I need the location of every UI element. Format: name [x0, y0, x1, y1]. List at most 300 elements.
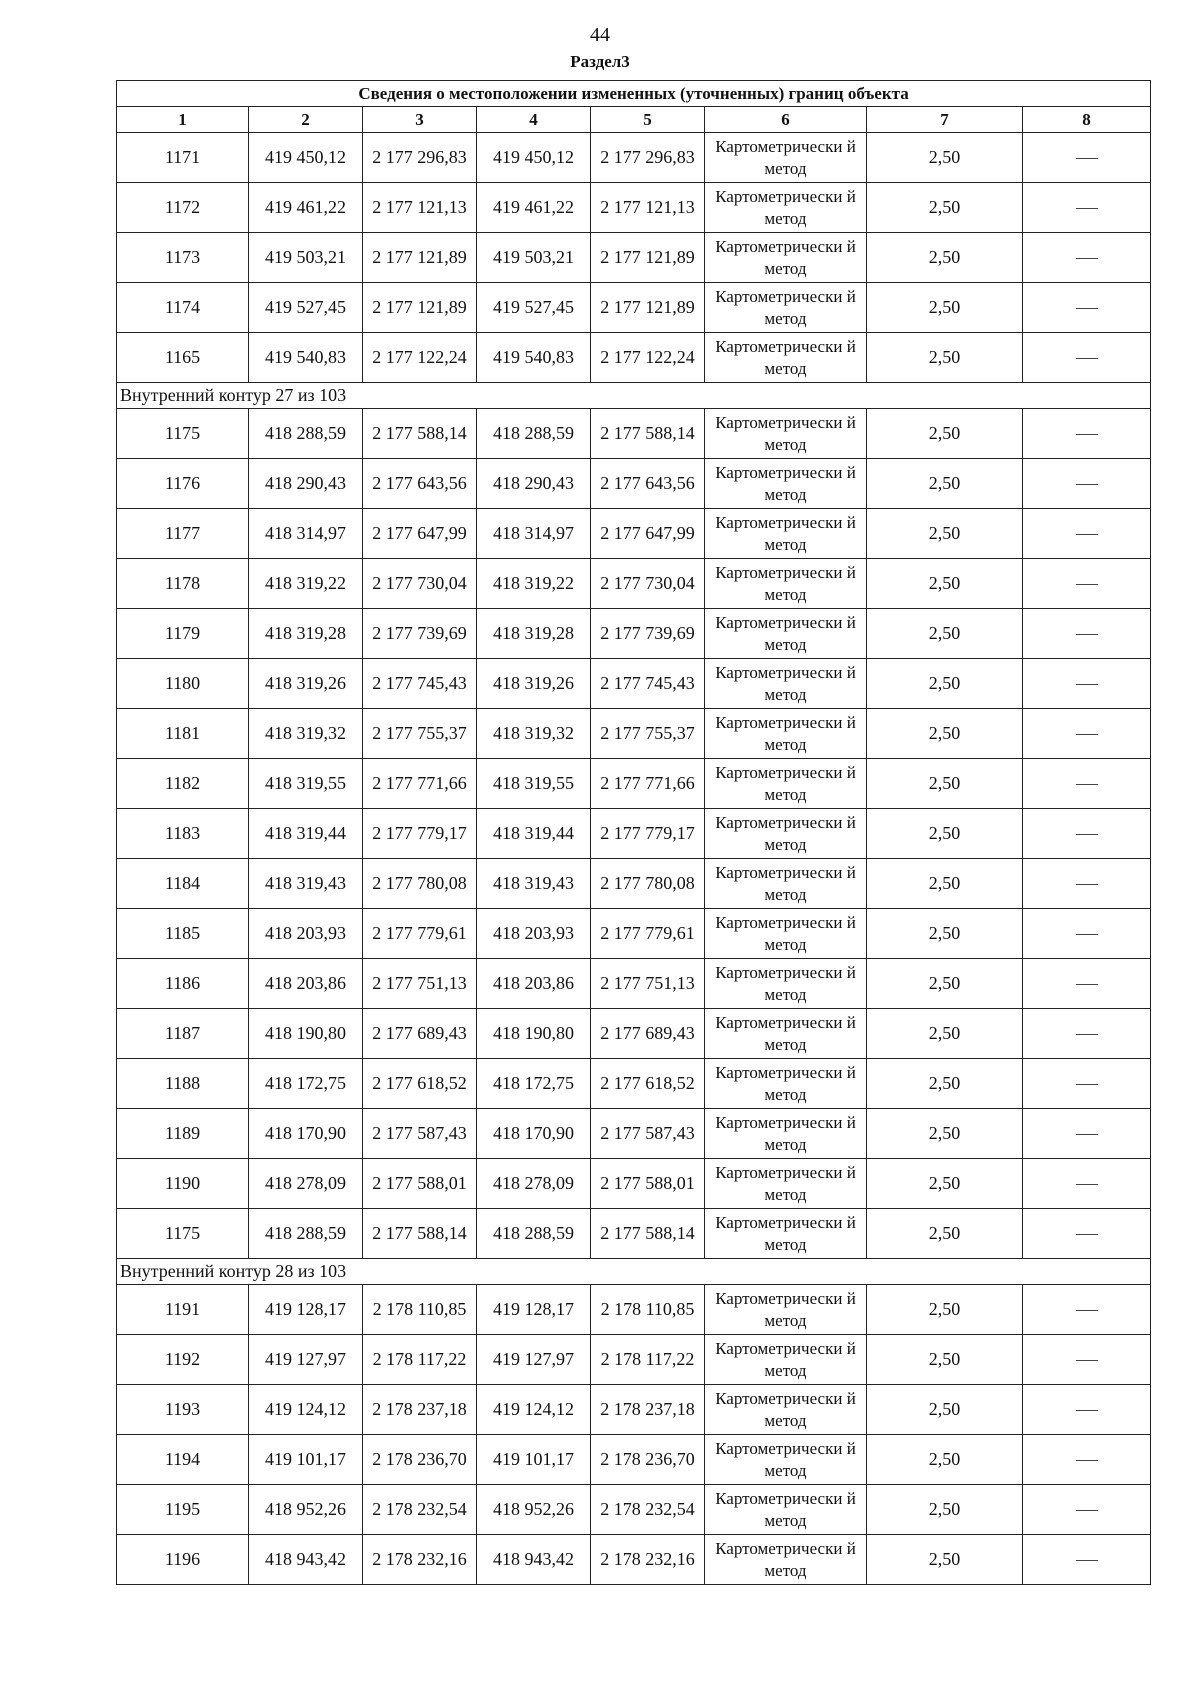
table-cell: 2 177 739,69: [591, 609, 705, 659]
dash-mark: [1076, 208, 1098, 209]
table-row: [117, 909, 1151, 959]
table-cell: 1174: [117, 283, 249, 333]
table-cell: 419 124,12: [477, 1385, 591, 1435]
method-text: Картометрически й метод: [715, 412, 856, 454]
table-cell: 418 952,26: [249, 1485, 363, 1535]
table-cell: 2 178 232,16: [591, 1535, 705, 1585]
table-row: [117, 1485, 1151, 1535]
table-cell: [705, 1335, 867, 1385]
table-cell: 1176: [117, 459, 249, 509]
table-cell: [705, 283, 867, 333]
table-cell: [705, 1435, 867, 1485]
column-header: 8: [1023, 107, 1151, 133]
table-cell: 419 450,12: [477, 133, 591, 183]
table-cell: [705, 1159, 867, 1209]
table-cell: [1023, 1385, 1151, 1435]
table-row: [117, 1285, 1151, 1335]
dash-mark: [1076, 484, 1098, 485]
table-cell: 419 127,97: [477, 1335, 591, 1385]
table-cell: 2,50: [867, 1159, 1023, 1209]
dash-mark: [1076, 734, 1098, 735]
table-cell: [1023, 409, 1151, 459]
dash-mark: [1076, 984, 1098, 985]
dash-mark: [1076, 1134, 1098, 1135]
table-cell: [1023, 809, 1151, 859]
table-cell: [1023, 1159, 1151, 1209]
table-cell: [1023, 759, 1151, 809]
dash-mark: [1076, 584, 1098, 585]
table-cell: 1191: [117, 1285, 249, 1335]
column-header: 6: [705, 107, 867, 133]
dash-mark: [1076, 358, 1098, 359]
table-cell: 2,50: [867, 283, 1023, 333]
column-header: 3: [363, 107, 477, 133]
table-cell: 418 278,09: [249, 1159, 363, 1209]
table-row: [117, 659, 1151, 709]
table-cell: 2 177 730,04: [591, 559, 705, 609]
table-cell: 1196: [117, 1535, 249, 1585]
table-cell: [705, 659, 867, 709]
method-text: Картометрически й метод: [715, 1388, 856, 1430]
dash-mark: [1076, 1310, 1098, 1311]
table-cell: 2 178 236,70: [591, 1435, 705, 1485]
table-cell: 418 170,90: [249, 1109, 363, 1159]
dash-mark: [1076, 1460, 1098, 1461]
table-cell: 1195: [117, 1485, 249, 1535]
table-cell: 2 177 689,43: [363, 1009, 477, 1059]
table-cell: 2 177 122,24: [363, 333, 477, 383]
method-text: Картометрически й метод: [715, 1062, 856, 1104]
table-cell: [1023, 559, 1151, 609]
table-cell: 418 319,32: [249, 709, 363, 759]
table-cell: [1023, 233, 1151, 283]
table-cell: 2,50: [867, 859, 1023, 909]
table-cell: 2 177 588,01: [363, 1159, 477, 1209]
table-cell: 418 319,55: [477, 759, 591, 809]
dash-mark: [1076, 1510, 1098, 1511]
table-cell: 418 319,55: [249, 759, 363, 809]
table-row: [117, 1435, 1151, 1485]
table-cell: 2 177 121,89: [363, 233, 477, 283]
table-cell: 2 177 647,99: [591, 509, 705, 559]
table-cell: 2 177 588,14: [363, 1209, 477, 1259]
table-cell: [1023, 959, 1151, 1009]
dash-mark: [1076, 784, 1098, 785]
table-row: [117, 1335, 1151, 1385]
table-cell: 418 172,75: [249, 1059, 363, 1109]
table-cell: [1023, 859, 1151, 909]
table-cell: 2,50: [867, 559, 1023, 609]
method-text: Картометрически й метод: [715, 1212, 856, 1254]
table-cell: 418 314,97: [477, 509, 591, 559]
table-cell: 2,50: [867, 183, 1023, 233]
table-cell: [705, 709, 867, 759]
table-cell: 2,50: [867, 1109, 1023, 1159]
table-cell: 1165: [117, 333, 249, 383]
table-cell: 2,50: [867, 609, 1023, 659]
table-cell: 2 177 755,37: [591, 709, 705, 759]
table-cell: 419 128,17: [477, 1285, 591, 1335]
table-cell: 2,50: [867, 1059, 1023, 1109]
table-cell: 1185: [117, 909, 249, 959]
dash-mark: [1076, 1410, 1098, 1411]
dash-mark: [1076, 884, 1098, 885]
table-cell: 419 101,17: [477, 1435, 591, 1485]
table-cell: 418 190,80: [477, 1009, 591, 1059]
table-cell: 418 314,97: [249, 509, 363, 559]
dash-mark: [1076, 1360, 1098, 1361]
contour-label: Внутренний контур 27 из 103: [117, 383, 1151, 409]
table-cell: 2 177 647,99: [363, 509, 477, 559]
table-cell: 2 177 771,66: [363, 759, 477, 809]
table-row: [117, 1535, 1151, 1585]
table-cell: 2 177 588,14: [591, 1209, 705, 1259]
table-cell: 418 172,75: [477, 1059, 591, 1109]
table-cell: 2,50: [867, 1285, 1023, 1335]
table-cell: 2 177 121,89: [591, 283, 705, 333]
table-cell: [705, 409, 867, 459]
table-cell: 2 177 296,83: [591, 133, 705, 183]
table-cell: [705, 809, 867, 859]
table-cell: 2 177 689,43: [591, 1009, 705, 1059]
table-cell: 2,50: [867, 1535, 1023, 1585]
table-cell: 1181: [117, 709, 249, 759]
table-cell: 1173: [117, 233, 249, 283]
table-cell: 419 527,45: [477, 283, 591, 333]
table-cell: 418 319,43: [477, 859, 591, 909]
table-cell: [705, 1009, 867, 1059]
table-cell: 2,50: [867, 709, 1023, 759]
table-cell: 418 203,86: [477, 959, 591, 1009]
table-cell: 2 178 110,85: [591, 1285, 705, 1335]
dash-mark: [1076, 834, 1098, 835]
column-header: 2: [249, 107, 363, 133]
table-cell: 418 319,28: [477, 609, 591, 659]
table-cell: 419 101,17: [249, 1435, 363, 1485]
table-cell: 2 178 236,70: [363, 1435, 477, 1485]
table-row: [117, 283, 1151, 333]
table-cell: 2 177 122,24: [591, 333, 705, 383]
table-cell: 2 177 745,43: [591, 659, 705, 709]
method-text: Картометрически й метод: [715, 1338, 856, 1380]
table-cell: 2 178 117,22: [591, 1335, 705, 1385]
table-cell: 419 540,83: [477, 333, 591, 383]
table-row: [117, 609, 1151, 659]
method-text: Картометрически й метод: [715, 512, 856, 554]
table-cell: 1190: [117, 1159, 249, 1209]
table-cell: [705, 859, 867, 909]
coordinates-table: [116, 80, 1151, 1585]
table-cell: 2 177 121,13: [363, 183, 477, 233]
table-row: [117, 409, 1151, 459]
table-cell: 2,50: [867, 759, 1023, 809]
table-cell: [1023, 659, 1151, 709]
table-cell: 2 177 588,14: [591, 409, 705, 459]
table-row: [117, 1209, 1151, 1259]
method-text: Картометрически й метод: [715, 612, 856, 654]
table-cell: 2,50: [867, 1485, 1023, 1535]
table-cell: [1023, 183, 1151, 233]
table-cell: 419 124,12: [249, 1385, 363, 1435]
table-cell: 418 319,22: [477, 559, 591, 609]
table-cell: 2 177 730,04: [363, 559, 477, 609]
table-row: [117, 709, 1151, 759]
table-cell: 2 177 751,13: [363, 959, 477, 1009]
dash-mark: [1076, 1184, 1098, 1185]
table-cell: [705, 1285, 867, 1335]
table-row: [117, 1385, 1151, 1435]
table-cell: [705, 1485, 867, 1535]
table-cell: 2,50: [867, 1009, 1023, 1059]
table-cell: 2 177 780,08: [363, 859, 477, 909]
table-cell: 2 177 755,37: [363, 709, 477, 759]
table-row: [117, 759, 1151, 809]
table-cell: [1023, 333, 1151, 383]
table-cell: 2,50: [867, 909, 1023, 959]
table-cell: 419 461,22: [477, 183, 591, 233]
table-row: [117, 509, 1151, 559]
table-row: [117, 459, 1151, 509]
method-text: Картометрически й метод: [715, 862, 856, 904]
table-cell: [1023, 1285, 1151, 1335]
table-cell: 1188: [117, 1059, 249, 1109]
table-cell: 2 177 751,13: [591, 959, 705, 1009]
table-cell: [705, 333, 867, 383]
method-text: Картометрически й метод: [715, 662, 856, 704]
table-cell: 2 177 587,43: [363, 1109, 477, 1159]
dash-mark: [1076, 1034, 1098, 1035]
table-cell: 1180: [117, 659, 249, 709]
table-cell: 418 203,86: [249, 959, 363, 1009]
method-text: Картометрически й метод: [715, 286, 856, 328]
table-cell: 2,50: [867, 1335, 1023, 1385]
table-cell: [705, 233, 867, 283]
table-cell: 2 177 779,61: [363, 909, 477, 959]
table-cell: 1189: [117, 1109, 249, 1159]
table-cell: [1023, 1435, 1151, 1485]
method-text: Картометрически й метод: [715, 962, 856, 1004]
table-cell: 2 177 780,08: [591, 859, 705, 909]
table-cell: 418 190,80: [249, 1009, 363, 1059]
page-number: 44: [590, 24, 610, 46]
contour-label-row: [117, 383, 1151, 409]
table-row: [117, 559, 1151, 609]
method-text: Картометрически й метод: [715, 1438, 856, 1480]
table-cell: [705, 133, 867, 183]
table-cell: 2,50: [867, 959, 1023, 1009]
table-cell: [1023, 509, 1151, 559]
table-cell: 418 319,26: [249, 659, 363, 709]
table-cell: [705, 1209, 867, 1259]
contour-label-row: [117, 1259, 1151, 1285]
table-cell: 1184: [117, 859, 249, 909]
table-caption: Сведения о местоположении измененных (уточненных) границ объекта: [117, 81, 1151, 107]
table-cell: [1023, 1535, 1151, 1585]
table-cell: 2,50: [867, 233, 1023, 283]
table-cell: 2 177 745,43: [363, 659, 477, 709]
table-cell: 1187: [117, 1009, 249, 1059]
table-cell: 1182: [117, 759, 249, 809]
table-cell: 418 290,43: [249, 459, 363, 509]
table-cell: 2,50: [867, 333, 1023, 383]
method-text: Картометрически й метод: [715, 762, 856, 804]
table-row: [117, 859, 1151, 909]
table-cell: [1023, 459, 1151, 509]
table-cell: 418 943,42: [477, 1535, 591, 1585]
table-cell: 2,50: [867, 809, 1023, 859]
table-cell: 418 952,26: [477, 1485, 591, 1535]
table-cell: 418 319,44: [249, 809, 363, 859]
table-cell: 2 177 643,56: [363, 459, 477, 509]
table-cell: [1023, 1335, 1151, 1385]
table-cell: 2 177 779,17: [591, 809, 705, 859]
table-cell: 419 461,22: [249, 183, 363, 233]
table-cell: [1023, 1009, 1151, 1059]
column-header: 7: [867, 107, 1023, 133]
table-cell: [705, 1059, 867, 1109]
method-text: Картометрически й метод: [715, 186, 856, 228]
table-cell: 2 177 771,66: [591, 759, 705, 809]
method-text: Картометрически й метод: [715, 812, 856, 854]
table-cell: [705, 909, 867, 959]
table-cell: 1175: [117, 409, 249, 459]
table-cell: 2 177 643,56: [591, 459, 705, 509]
table-cell: 2 178 232,16: [363, 1535, 477, 1585]
table-cell: 1193: [117, 1385, 249, 1435]
table-cell: 2,50: [867, 133, 1023, 183]
method-text: Картометрически й метод: [715, 236, 856, 278]
table-cell: 2 177 618,52: [591, 1059, 705, 1109]
table-cell: [1023, 133, 1151, 183]
table-cell: 418 943,42: [249, 1535, 363, 1585]
table-cell: 418 319,22: [249, 559, 363, 609]
table-cell: 2,50: [867, 659, 1023, 709]
table-cell: [1023, 609, 1151, 659]
table-cell: [705, 1109, 867, 1159]
table-cell: 1192: [117, 1335, 249, 1385]
table-cell: [705, 559, 867, 609]
table-cell: 1183: [117, 809, 249, 859]
table-cell: 2 177 739,69: [363, 609, 477, 659]
contour-label: Внутренний контур 28 из 103: [117, 1259, 1151, 1285]
dash-mark: [1076, 534, 1098, 535]
table-cell: 418 203,93: [477, 909, 591, 959]
table-cell: 2,50: [867, 459, 1023, 509]
dash-mark: [1076, 1084, 1098, 1085]
method-text: Картометрически й метод: [715, 462, 856, 504]
dash-mark: [1076, 258, 1098, 259]
table-cell: 418 288,59: [249, 409, 363, 459]
table-cell: [1023, 909, 1151, 959]
table-cell: [1023, 709, 1151, 759]
table-cell: 2 177 121,89: [363, 283, 477, 333]
method-text: Картометрически й метод: [715, 1112, 856, 1154]
section-title: Раздел3: [570, 52, 630, 71]
table-cell: 2 177 618,52: [363, 1059, 477, 1109]
table-cell: 418 319,28: [249, 609, 363, 659]
dash-mark: [1076, 158, 1098, 159]
table-cell: 418 288,59: [477, 409, 591, 459]
table-cell: [1023, 1109, 1151, 1159]
table-row: [117, 1009, 1151, 1059]
table-cell: 418 319,44: [477, 809, 591, 859]
table-row: [117, 1159, 1151, 1209]
method-text: Картометрически й метод: [715, 136, 856, 178]
table-cell: 1179: [117, 609, 249, 659]
table-cell: 2 178 232,54: [363, 1485, 477, 1535]
table-cell: 1172: [117, 183, 249, 233]
table-cell: [705, 1385, 867, 1435]
table-cell: [705, 609, 867, 659]
table-cell: [705, 509, 867, 559]
table-row: [117, 133, 1151, 183]
dash-mark: [1076, 308, 1098, 309]
dash-mark: [1076, 634, 1098, 635]
table-cell: 1178: [117, 559, 249, 609]
method-text: Картометрически й метод: [715, 912, 856, 954]
method-text: Картометрически й метод: [715, 712, 856, 754]
table-cell: 2,50: [867, 509, 1023, 559]
table-cell: 2 177 587,43: [591, 1109, 705, 1159]
table-cell: 419 450,12: [249, 133, 363, 183]
table-cell: 2 177 296,83: [363, 133, 477, 183]
table-cell: 419 503,21: [477, 233, 591, 283]
table-cell: 2 178 237,18: [363, 1385, 477, 1435]
table-cell: 2,50: [867, 409, 1023, 459]
table-cell: 419 127,97: [249, 1335, 363, 1385]
table-cell: 1175: [117, 1209, 249, 1259]
method-text: Картометрически й метод: [715, 1012, 856, 1054]
table-cell: 418 319,32: [477, 709, 591, 759]
dash-mark: [1076, 934, 1098, 935]
method-text: Картометрически й метод: [715, 562, 856, 604]
table-cell: 418 170,90: [477, 1109, 591, 1159]
table-cell: 2,50: [867, 1435, 1023, 1485]
table-cell: [1023, 1059, 1151, 1109]
method-text: Картометрически й метод: [715, 1162, 856, 1204]
table-cell: 2 177 121,13: [591, 183, 705, 233]
table-cell: 2 178 110,85: [363, 1285, 477, 1335]
table-row: [117, 233, 1151, 283]
column-header: 4: [477, 107, 591, 133]
table-row: [117, 333, 1151, 383]
table-row: [117, 1109, 1151, 1159]
table-cell: [1023, 1485, 1151, 1535]
table-cell: 2,50: [867, 1209, 1023, 1259]
method-text: Картометрически й метод: [715, 1288, 856, 1330]
table-header-row: [117, 107, 1151, 133]
table-cell: 2 177 779,61: [591, 909, 705, 959]
method-text: Картометрически й метод: [715, 336, 856, 378]
table-cell: [705, 759, 867, 809]
table-cell: 1171: [117, 133, 249, 183]
table-cell: 418 319,26: [477, 659, 591, 709]
table-row: [117, 183, 1151, 233]
table-cell: 419 503,21: [249, 233, 363, 283]
table-cell: 418 288,59: [477, 1209, 591, 1259]
dash-mark: [1076, 1560, 1098, 1561]
column-header: 5: [591, 107, 705, 133]
method-text: Картометрически й метод: [715, 1488, 856, 1530]
table-cell: 2 177 588,14: [363, 409, 477, 459]
table-cell: 2 178 237,18: [591, 1385, 705, 1435]
method-text: Картометрически й метод: [715, 1538, 856, 1580]
table-cell: 1177: [117, 509, 249, 559]
table-cell: 418 278,09: [477, 1159, 591, 1209]
table-cell: [1023, 283, 1151, 333]
table-cell: 419 527,45: [249, 283, 363, 333]
table-cell: 418 290,43: [477, 459, 591, 509]
